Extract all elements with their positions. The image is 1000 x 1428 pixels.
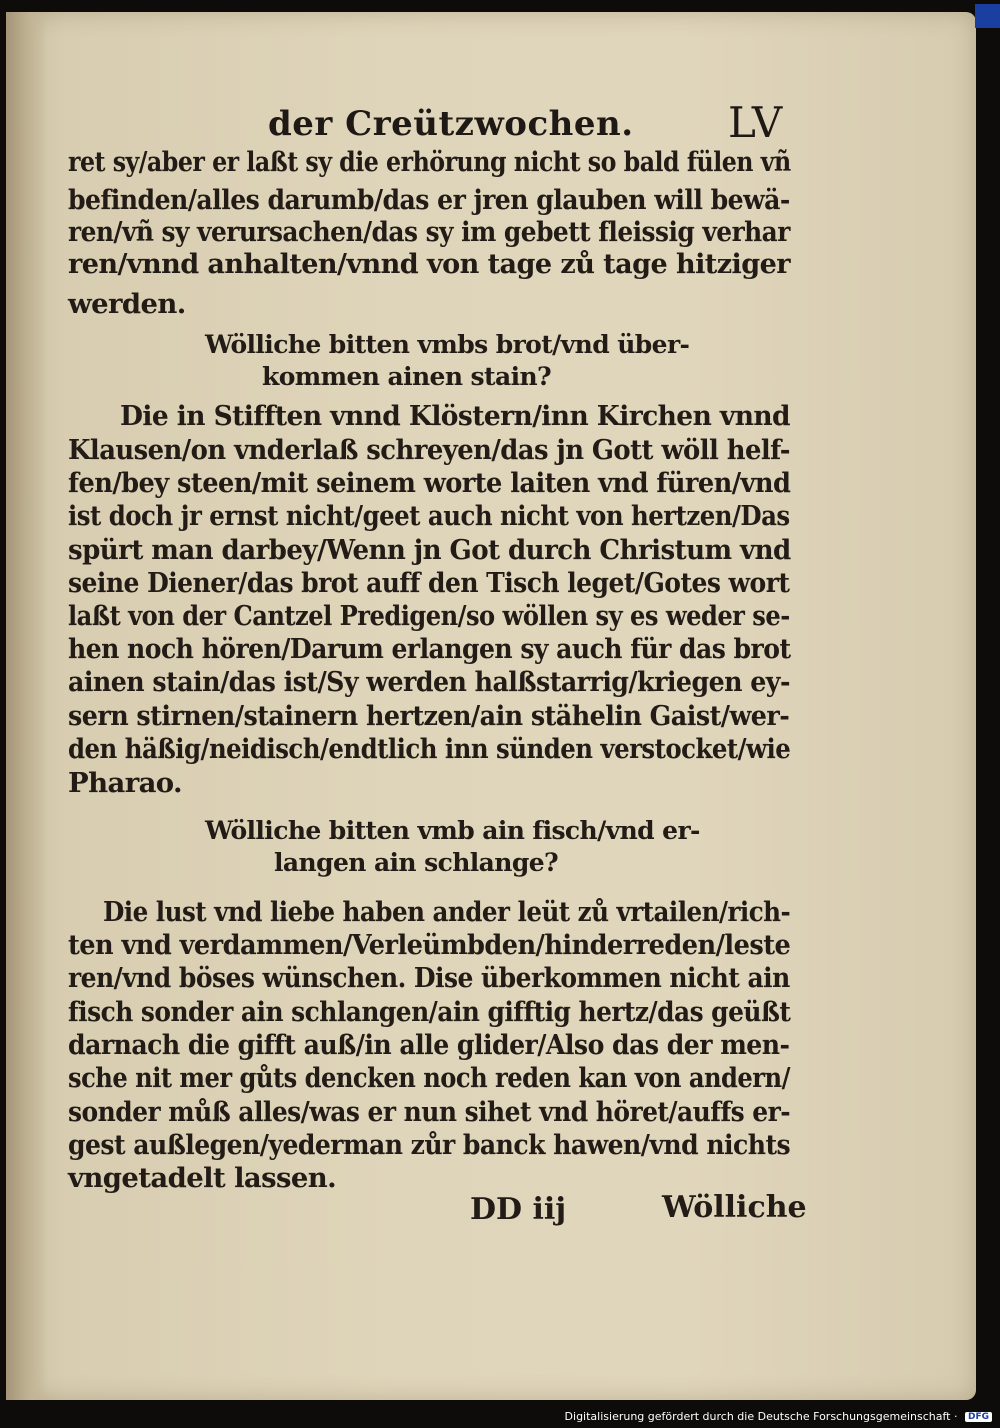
text-line: darnach die gifft auß/in alle glider/Also das der men- — [68, 1029, 790, 1061]
text-line: ainen stain/das ist/Sy werden halßstarrig/kriegen ey- — [68, 666, 790, 698]
text-line: spürt man darbey/Wenn jn Got durch Christum vnd — [68, 534, 791, 566]
text-line: Klausen/on vnderlaß schreyen/das jn Gott wöll helf- — [68, 434, 790, 466]
digitization-credit: Digitalisierung gefördert durch die Deutsche Forschungsgemeinschaft · DFG — [565, 1410, 992, 1423]
text-line: Die in Stifften vnnd Klöstern/inn Kirchen vnnd — [120, 400, 790, 432]
text-line: ren/vnd böses wünschen. Dise überkommen nicht ain — [68, 962, 790, 994]
credit-text: Digitalisierung gefördert durch die Deutsche Forschungsgemeinschaft — [564, 1410, 951, 1423]
color-tab — [975, 4, 1000, 28]
text-line: sonder můß alles/was er nun sihet vnd höret/auffs er- — [68, 1096, 791, 1128]
text-line: ist doch jr ernst nicht/geet auch nicht von hertzen/Das — [68, 500, 790, 532]
text-line: ren/vñ sy verursachen/das sy im gebett fleissig verhar — [68, 216, 790, 248]
text-line: gest außlegen/yederman zůr banck hawen/vnd nichts — [68, 1129, 791, 1161]
text-line: ten vnd verdammen/Verleümbden/hinderreden/leste — [68, 929, 791, 961]
text-line: werden. — [68, 288, 186, 320]
text-line: sern stirnen/stainern hertzen/ain stähelin Gaist/wer- — [68, 700, 790, 732]
page-binding-shadow — [6, 12, 48, 1400]
text-line: fisch sonder ain schlangen/ain gifftig hertz/das geüßt — [68, 996, 791, 1028]
text-line: den häßig/neidisch/endtlich inn sünden verstocket/wie — [68, 733, 791, 765]
text-line: sche nit mer gůts dencken noch reden kan von andern/ — [68, 1062, 790, 1094]
text-line: befinden/alles darumb/das er jren glauben will bewä- — [68, 184, 790, 216]
text-line: seine Diener/das brot auff den Tisch leget/Gotes wort — [68, 567, 790, 599]
section-heading-line: langen ain schlange? — [274, 848, 559, 877]
text-line: ren/vnnd anhalten/vnnd von tage zů tage hitziger — [68, 248, 790, 280]
catchword: Wölliche — [662, 1190, 807, 1225]
text-line: laßt von der Cantzel Predigen/so wöllen sy es weder se- — [68, 600, 790, 632]
text-line: Pharao. — [68, 767, 183, 799]
section-heading-line: Wölliche bitten vmbs brot/vnd über- — [205, 330, 690, 359]
text-line: Die lust vnd liebe haben ander leüt zů vrtailen/rich- — [103, 896, 791, 928]
text-line: vngetadelt lassen. — [68, 1162, 337, 1194]
section-heading-line: kommen ainen stain? — [262, 362, 552, 391]
folio-number: LV — [728, 98, 784, 147]
section-heading-line: Wölliche bitten vmb ain fisch/vnd er- — [205, 816, 700, 845]
text-line: hen noch hören/Darum erlangen sy auch für das brot — [68, 633, 791, 665]
signature-mark: DD iij — [470, 1192, 567, 1227]
running-title: der Creützwochen. — [268, 104, 634, 144]
dfg-logo-icon: DFG — [965, 1412, 992, 1422]
text-line: ret sy/aber er laßt sy die erhörung nicht so bald fülen vñ — [68, 146, 791, 178]
text-line: fen/bey steen/mit seinem worte laiten vnd füren/vnd — [68, 467, 791, 499]
